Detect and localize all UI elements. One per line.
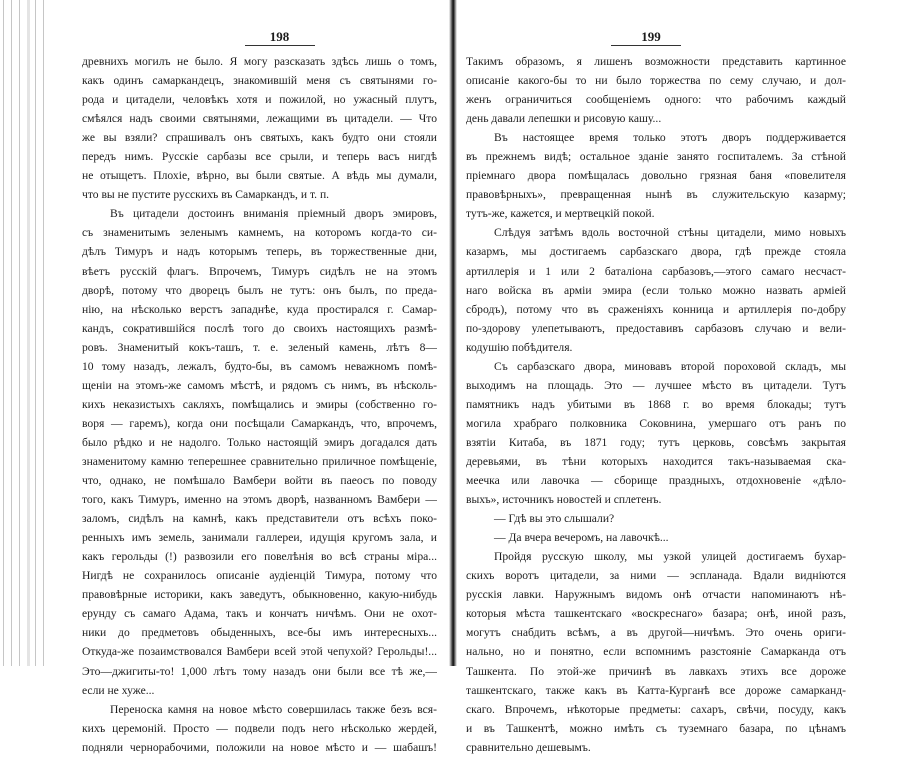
text-line: что, однако, не помѣшало Вамбери войти въ паеосъ по поводу	[82, 474, 437, 488]
text-line: кихъ церемоній. Просто — подвели подъ него нѣсколько жердей,	[82, 721, 437, 735]
right-page	[466, 30, 846, 757]
page-number-199: 199	[641, 29, 661, 44]
text-line: Откуда-же позаимствовался Вамбери всей этой чепухой? Герольды!...	[82, 645, 437, 659]
book-binding-edge	[0, 0, 44, 666]
text-line: воря — гаремъ), когда они посѣщали Самаркандъ, что, впрочемъ,	[82, 416, 437, 430]
text-line: 10 тому назадъ, лежалъ, будто-бы, въ самомъ неважномъ помѣ-	[82, 359, 437, 373]
text-line: день давали лепешки и рисовую кашу...	[466, 112, 662, 126]
text-line: описаніе какого-бы то ни было торжества по сему случаю, и дол-	[466, 74, 846, 88]
text-line: какъ герольды (!) развозили его повелѣнія во всѣ страны міра...	[82, 550, 437, 564]
text-line: Слѣдуя затѣмъ вдоль восточной стѣны цитадели, мимо новыхъ	[494, 226, 846, 240]
text-line: взятіи Китаба, въ 1871 году; тутъ церковь, совсѣмъ закрытая	[466, 435, 846, 449]
text-line: правовѣрныхъ», превращенная нынѣ въ служительскую казарму;	[466, 188, 846, 202]
text-line: рода и цитадели, человѣкъ хотя и пожилой, но ужасный плутъ,	[82, 93, 437, 107]
text-line: Переноска камня на новое мѣсто совершилась также безъ вся-	[110, 702, 437, 716]
text-line: выходимъ на площадь. Это — лучшее мѣсто въ цитадели. Тутъ	[466, 378, 846, 392]
text-line: дворѣ, потому что дворецъ былъ не тутъ: онъ былъ, по преда-	[82, 283, 437, 297]
text-line: же вы взяли? спрашивалъ онъ святыхъ, какъ будто они стояли	[82, 131, 437, 145]
text-line: было рѣдко и не надолго. Только настоящій эмиръ догадался дать	[82, 435, 437, 449]
text-line: Пройдя русскую школу, мы узкой улицей достигаемъ бухар-	[494, 550, 846, 564]
text-line: правовѣрные историки, какъ заведутъ, обыкновенно, какую-нибудь	[82, 588, 437, 602]
text-line: вѣетъ русскій флагъ. Впрочемъ, Тимуръ сидѣлъ не на этомъ	[82, 264, 437, 278]
text-line: нально, но и понятно, если вспомнимъ разстояніе Самарканда отъ	[466, 645, 846, 659]
text-line: Такимъ образомъ, я лишенъ возможности представить картинное	[466, 55, 846, 68]
left-page-text	[82, 52, 437, 757]
right-page-text	[466, 52, 846, 757]
page-number-rule	[611, 45, 681, 46]
text-line: кандъ, сократившійся послѣ того до своихъ настоящихъ размѣ-	[82, 321, 437, 335]
text-line: могила храбраго полковника Соковнина, умершаго отъ ранъ по	[466, 416, 846, 430]
page-number-198: 198	[269, 29, 290, 44]
text-line: которыя мѣста ташкентскаго «воскреснаго» базара; онѣ, иной разъ,	[466, 607, 846, 621]
text-line: русскія лавки. Наружнымъ видомъ онѣ отчасти напоминаютъ нѣ-	[466, 588, 846, 602]
text-line: кихъ неказистыхъ сакляхъ, помѣщались и эмиры (собственно го-	[82, 397, 437, 411]
text-line: скаго. Впрочемъ, нѣкоторые предметы: сахаръ, свѣчи, посуду, какъ	[466, 702, 846, 716]
text-line: сбродъ), потому что въ сраженіяхъ конница и артиллерія по-добру	[466, 302, 846, 316]
text-line: ники до предметовъ обыденныхъ, все-бы имъ интересныхъ...	[82, 626, 437, 640]
text-line: Съ сарбазскаго двора, миновавъ второй пороховой складъ, мы	[494, 359, 846, 373]
text-line: ерунду съ самаго Адама, такъ и кончатъ ничѣмъ. Они не охот-	[82, 607, 437, 621]
text-line: ташкентскаго, также какъ въ Катта-Курганѣ все дороже самарканд-	[466, 683, 846, 697]
text-line: сравнительно дешевымъ.	[466, 740, 591, 754]
text-line: меечка или лавочка — сборище праздныхъ, отдохновеніе «дѣло-	[466, 474, 846, 488]
text-line: если не хуже...	[82, 683, 155, 697]
text-line: казармъ, мы достигаемъ сарбазскаго двора, гдѣ прежде стояла	[466, 245, 846, 259]
text-line: подняли чернорабочими, положили на новое мѣсто и — шабашъ!	[82, 740, 437, 754]
text-line: въ прежнемъ видѣ; остальное зданіе занято госпиталемъ. За стѣной	[466, 150, 846, 164]
text-line: что вы не пустите русскихъ въ Самаркандъ, и т. п.	[82, 188, 330, 202]
text-line: памятникъ надъ убитыми въ 1868 г. во время блокады; тутъ	[466, 397, 846, 411]
text-line: Въ цитадели достоинъ вниманія пріемный дворъ эмировъ,	[110, 207, 437, 221]
text-line: передъ нимъ. Русскіе сарбазы все срыли, и теперь васъ нигдѣ	[82, 150, 437, 164]
text-line: какъ одинъ самаркандецъ, знакомившій меня съ святынями го-	[82, 74, 437, 88]
text-line: съ знаменитымъ зеленымъ камнемъ, на которомъ когда-то си-	[82, 226, 437, 240]
text-line: ренныхъ имъ земель, занимали галлереи, идущія кругомъ зала, и	[82, 531, 437, 545]
text-line: смѣялся надъ своими святынями, лежащими въ цитадели. — Что	[82, 112, 437, 126]
text-line: — Да вчера вечеромъ, на лавочкѣ...	[494, 531, 669, 545]
left-page	[82, 30, 437, 757]
text-line: дѣлъ Тимуръ и надъ которымъ теперь, въ торжественные дни,	[82, 245, 437, 259]
text-line: Нигдѣ не сохранилось описаніе аудіенцій Тимура, потому что	[82, 569, 437, 583]
text-line: скихъ воротъ цитадели, за ними — эспланада. Вдали видніются	[466, 569, 846, 583]
text-line: щеніи на этомъ-же самомъ мѣстѣ, и рядомъ съ нимъ, въ нѣсколь-	[82, 378, 437, 392]
text-line: Это—джигиты-то! 1,000 лѣтъ тому назадъ они были все тѣ же,—	[82, 664, 437, 678]
text-line: могутъ снабдить всѣмъ, а въ другой—ничѣмъ. Это очень ориги-	[466, 626, 846, 640]
text-line: выхъ», источникъ новостей и сплетенъ.	[466, 493, 662, 507]
text-line: артиллерія и 1 или 2 баталіона сарбазовъ,—этого самаго несчаст-	[466, 264, 846, 278]
text-line: женъ ограничиться сообщеніемъ одного: что рабочимъ каждый	[466, 93, 846, 107]
text-line: наго войска въ арміи эмира (если только можно назвать арміей	[466, 283, 846, 297]
text-line: по-здорову улепетываютъ, предоставивъ сарбазовъ случаю и вели-	[466, 321, 846, 335]
text-line: тутъ-же, кажется, и мертвецкій покой.	[466, 207, 655, 221]
text-line: кодушію побѣдителя.	[466, 340, 573, 354]
text-line: не отыщетъ. Плохіе, вѣрно, вы были святые. А вѣдь мы думали,	[82, 169, 437, 183]
text-line: знаменитому камню теперешнее сравнительно приличное помѣщеніе,	[82, 454, 437, 468]
text-line: — Гдѣ вы это слышали?	[494, 512, 615, 526]
text-line: того, какъ Тимуръ, именно на этомъ дворѣ, названномъ Вамбери —	[82, 493, 437, 507]
text-line: заломъ, сидѣлъ на камнѣ, какъ представители отъ всѣхъ поко-	[82, 512, 437, 526]
text-line: нію, на нѣсколько верстъ западнѣе, куда простирался г. Самар-	[82, 302, 437, 316]
book-gutter	[449, 0, 457, 666]
text-line: Ташкента. По этой-же причинѣ въ лавкахъ этихъ все дороже	[466, 664, 846, 678]
text-line: Въ настоящее время только этотъ дворъ поддерживается	[494, 131, 846, 145]
page-number-rule	[245, 45, 315, 46]
text-line: ровъ. Знаменитый кокъ-ташъ, т. е. зеленый камень, лѣтъ 8—	[82, 340, 437, 354]
text-line: деревьями, въ тѣни которыхъ находится такъ-называемая ска-	[466, 454, 846, 468]
text-line: пріемнаго двора помѣщалась довольно грязная баня «повелителя	[466, 169, 846, 183]
text-line: древнихъ могилъ не было. Я могу разсказать здѣсь лишь о томъ,	[82, 55, 437, 68]
text-line: и въ Ташкентѣ, можно имѣть съ туземнаго базара, по цѣнамъ	[466, 721, 846, 735]
